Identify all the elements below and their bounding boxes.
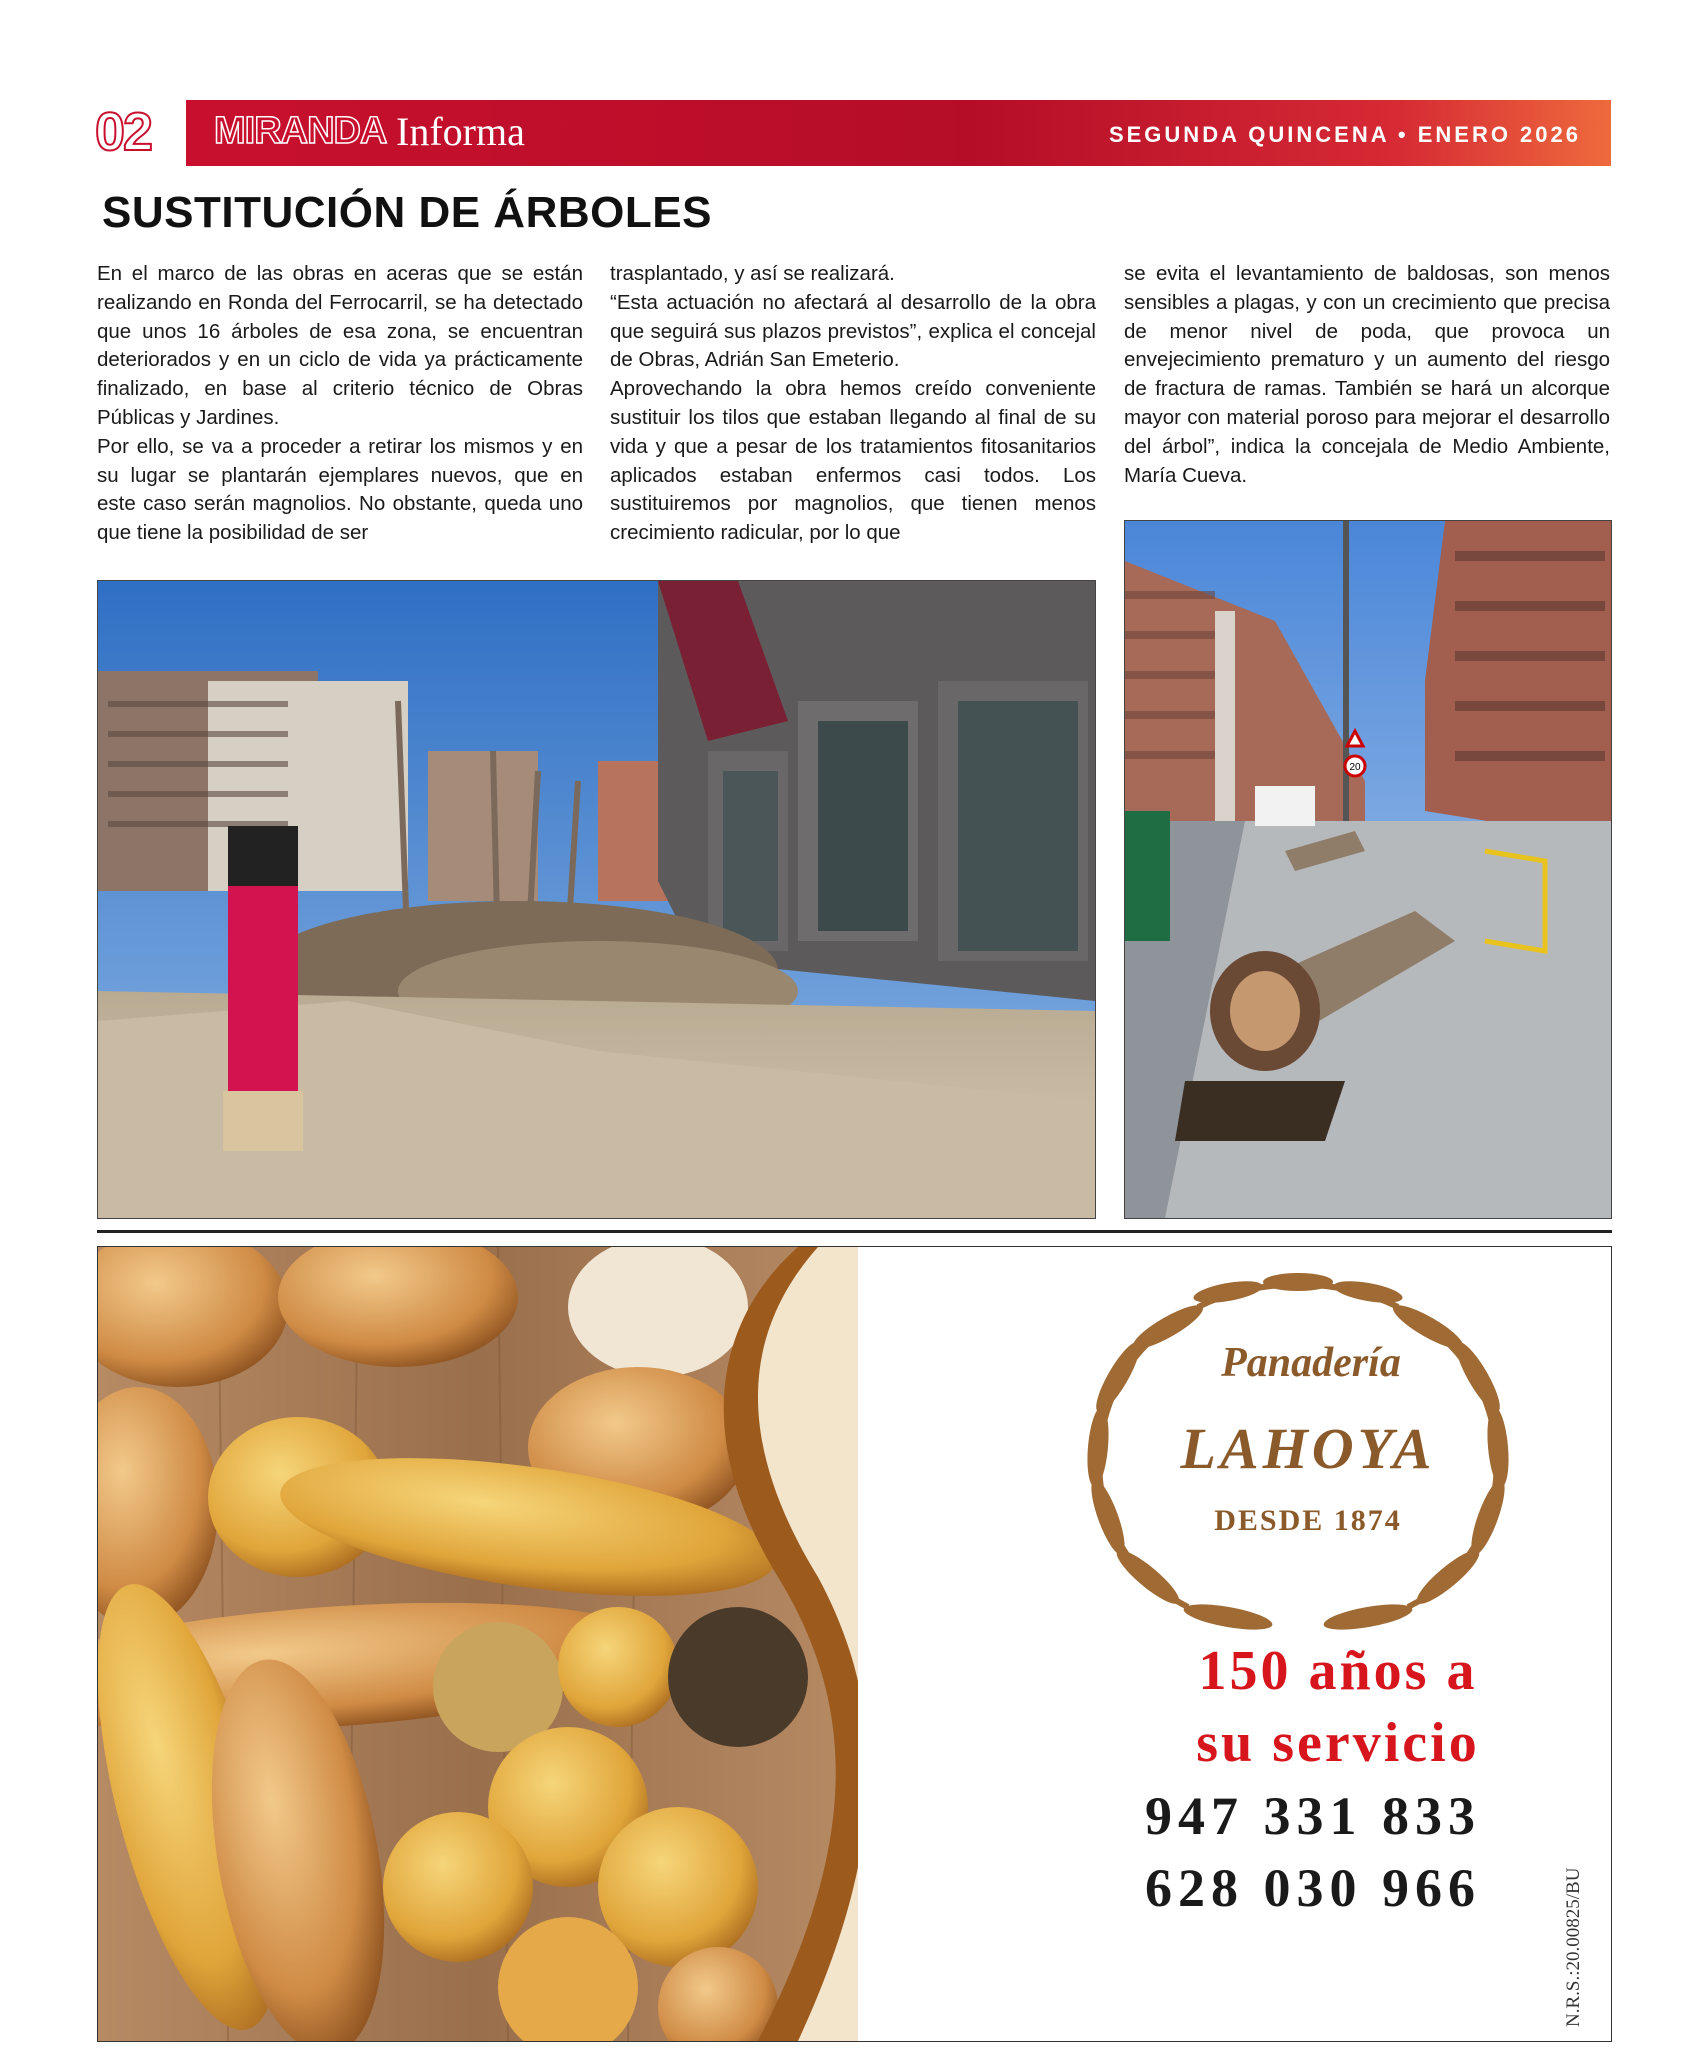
photo-felled-trees-sidewalk [97, 580, 1096, 1219]
article-column-2 [610, 260, 1096, 548]
ad-phone-number: 947 331 833 [1145, 1786, 1481, 1846]
article-headline: SUSTITUCIÓN DE ÁRBOLES [102, 188, 712, 237]
bread-illustration [98, 1247, 858, 2041]
brand-script-label: Panadería [1221, 1340, 1401, 1386]
article-paragraph: Por ello, se va a proceder a retirar los mismos y en su lugar se plantarán ejemplares nuevos, que en este caso serán magnolios. No obstante, queda uno que tiene la posibilidad de ser [97, 434, 583, 545]
article-column-1 [97, 260, 583, 548]
article-paragraph: En el marco de las obras en aceras que se están realizando en Ronda del Ferrocarril, se ha detectado que unos 16 árboles de esa zona, se encuentran deteriorados y en un ciclo de vida ya prácticamente finalizado, en base al criterio técnico de Obras Públicas y Jardines. [97, 262, 583, 429]
masthead-logo-bold: MIRANDA [214, 110, 387, 152]
masthead-banner [186, 100, 1611, 166]
ad-registry-number: N.R.S.:20.00825/BU [1563, 1867, 1584, 2027]
article-paragraph: Aprovechando la obra hemos creído conveniente sustituir los tilos que estaban llegando al final de su vida y que a pesar de los tratamientos fitosanitarios aplicados estaban enfermos casi todos. Los sustituiremos por magnolios, que tienen menos crecimiento radicular, por lo que [610, 377, 1096, 545]
masthead-logo-light: Informa [396, 109, 525, 154]
article-paragraph: trasplantado, y así se realizará. [610, 262, 895, 285]
photo-cut-trunk-street [1124, 520, 1612, 1219]
brand-name: LAHOYA [1180, 1416, 1436, 1481]
article-paragraph: “Esta actuación no afectará al desarrollo de la obra que seguirá sus plazos previstos”, explica el concejal de Obras, Adrián San Emeterio. [610, 290, 1096, 372]
speed-limit-sign: 20 [1349, 762, 1361, 773]
ad-phone-number: 628 030 966 [1145, 1858, 1481, 1918]
brand-founding-year: DESDE 1874 [1214, 1504, 1402, 1537]
article-column-3 [1124, 260, 1610, 490]
ad-slogan-line: su servicio [1196, 1712, 1480, 1774]
ad-slogan [1018, 1635, 1612, 1779]
ad-slogan-line: 150 años a [1198, 1640, 1478, 1702]
edition-date: SEGUNDA QUINCENA • ENERO 2026 [1108, 122, 1581, 147]
page-number: 02 [95, 102, 152, 162]
article-paragraph: se evita el levantamiento de baldosas, son menos sensibles a plagas, y con un crecimiento que precisa de menor nivel de poda, que provoca un envejecimiento prematuro y un aumento del riesgo de fractura de ramas. También se hará un alcorque mayor con material poroso para mejorar el desarrollo del árbol”, indica la concejala de Medio Ambiente, María Cueva. [1124, 262, 1610, 487]
section-divider [97, 1230, 1612, 1233]
bakery-advertisement [97, 1246, 1612, 2042]
